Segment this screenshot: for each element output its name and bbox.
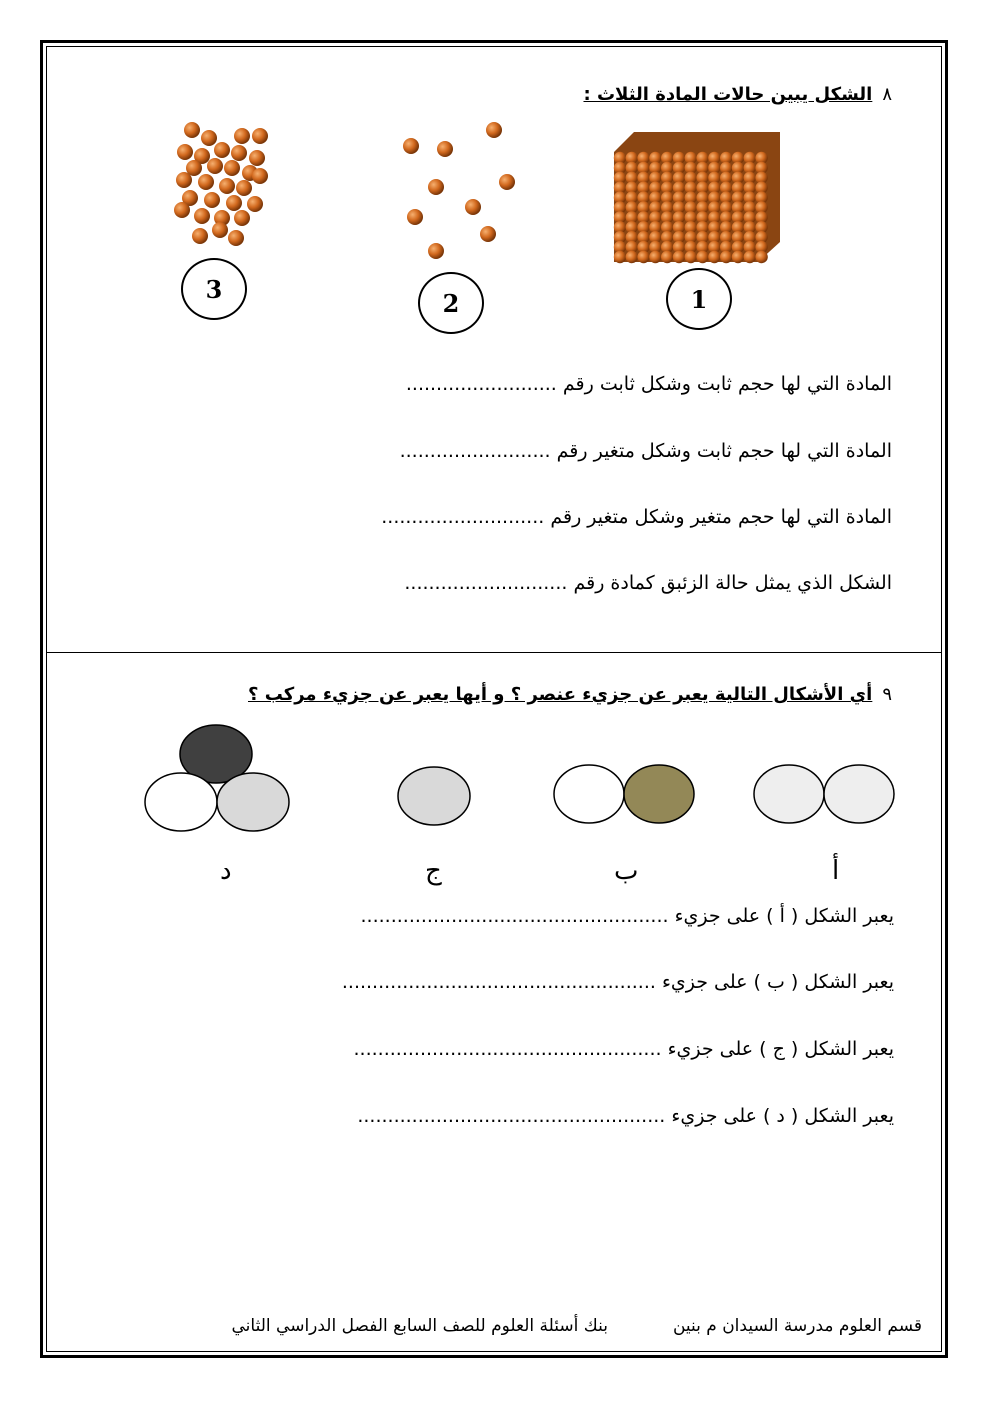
liquid-particle — [228, 230, 244, 246]
footer-department: قسم العلوم مدرسة السيدان م بنين — [672, 1316, 922, 1336]
gas-particle — [428, 243, 444, 259]
solid-particle — [720, 251, 732, 263]
q9-heading — [248, 684, 892, 705]
liquid-particle — [214, 142, 230, 158]
q8-heading — [583, 84, 892, 105]
liquid-particle — [236, 180, 252, 196]
solid-particle — [649, 251, 661, 263]
molecule-b-atom-left — [554, 765, 624, 823]
molecule-c — [397, 764, 477, 828]
q8-line-4-text: الشكل الذي يمثل حالة الزئبق كمادة رقم — [573, 572, 892, 594]
q9-line-2-blank[interactable]: .................................................... — [341, 971, 656, 993]
solid-particle — [708, 251, 720, 263]
q8-line-3-blank[interactable]: ........................... — [381, 506, 545, 528]
liquid-particle — [192, 228, 208, 244]
liquid-particle — [247, 196, 263, 212]
q9-line-2-text: يعبر الشكل ( ب ) على جزيء — [661, 971, 894, 993]
solid-particle — [685, 251, 697, 263]
liquid-particle — [252, 168, 268, 184]
q9-line-4-text: يعبر الشكل ( د ) على جزيء — [671, 1105, 894, 1127]
solid-particles-image — [612, 130, 782, 265]
gas-particle — [403, 138, 419, 154]
q9-line-3-text: يعبر الشكل ( ج ) على جزيء — [667, 1038, 894, 1060]
solid-particle — [755, 251, 767, 263]
q8-line-1-blank[interactable]: ......................... — [405, 373, 557, 395]
liquid-particle — [224, 160, 240, 176]
liquid-particle — [234, 210, 250, 226]
section-divider — [46, 652, 942, 653]
q9-line-3 — [354, 1038, 894, 1060]
q8-line-1-text: المادة التي لها حجم ثابت وشكل ثابت رقم — [562, 373, 892, 395]
q8-line-4 — [404, 572, 892, 594]
molecule-d-atom-right — [217, 773, 289, 831]
gas-particle — [407, 209, 423, 225]
q8-line-2-blank[interactable]: ......................... — [399, 440, 551, 462]
molecule-letter-c: ج — [425, 856, 442, 886]
q8-number: ٨ — [882, 84, 892, 105]
q9-title: أي الأشكال التالية يعبر عن جزيء عنصر ؟ و أيها يعبر عن جزيء مركب ؟ — [248, 684, 873, 705]
molecule-b — [552, 762, 702, 826]
liquid-particle — [219, 178, 235, 194]
liquid-particle — [204, 192, 220, 208]
liquid-particle — [177, 144, 193, 160]
q9-line-1 — [361, 905, 895, 927]
q9-line-1-text: يعبر الشكل ( أ ) على جزيء — [674, 905, 894, 927]
liquid-particle — [194, 208, 210, 224]
solid-particle — [661, 251, 673, 263]
liquid-particle — [207, 158, 223, 174]
solid-particle — [696, 251, 708, 263]
liquid-particle — [212, 222, 228, 238]
liquid-particle — [234, 128, 250, 144]
q8-line-4-blank[interactable]: ........................... — [404, 572, 568, 594]
molecule-b-atom-right — [624, 765, 694, 823]
state-label-1: 1 — [666, 268, 732, 330]
state-label-2: 2 — [418, 272, 484, 334]
solid-particle — [626, 251, 638, 263]
q8-line-1 — [406, 373, 892, 395]
gas-particle — [465, 199, 481, 215]
molecule-a — [752, 762, 902, 826]
gas-particle — [428, 179, 444, 195]
q9-line-2 — [342, 971, 894, 993]
q9-line-3-blank[interactable]: ................................................... — [353, 1038, 662, 1060]
gas-particle — [499, 174, 515, 190]
gas-particle — [480, 226, 496, 242]
molecule-letter-b: ب — [614, 856, 639, 886]
molecule-d — [144, 724, 294, 834]
q9-line-4-blank[interactable]: ................................................... — [357, 1105, 666, 1127]
solid-particle — [732, 251, 744, 263]
liquid-particle — [176, 172, 192, 188]
liquid-particle — [201, 130, 217, 146]
molecule-c-atom — [398, 767, 470, 825]
solid-particle — [614, 251, 626, 263]
state-label-3: 3 — [181, 258, 247, 320]
solid-particle — [673, 251, 685, 263]
q9-line-1-blank[interactable]: ................................................... — [360, 905, 669, 927]
q8-title: الشكل يبين حالات المادة الثلاث : — [583, 84, 873, 105]
solid-particle — [637, 251, 649, 263]
liquid-particle — [249, 150, 265, 166]
molecule-letter-a: أ — [832, 856, 840, 886]
liquid-particle — [174, 202, 190, 218]
liquid-particles-image — [172, 118, 272, 248]
q9-number: ٩ — [882, 684, 892, 705]
gas-particles-image — [398, 118, 518, 258]
liquid-particle — [226, 195, 242, 211]
q8-line-2-text: المادة التي لها حجم ثابت وشكل متغير رقم — [556, 440, 892, 462]
molecule-d-atom-left — [145, 773, 217, 831]
q8-line-3 — [381, 506, 892, 528]
molecule-a-atom-left — [754, 765, 824, 823]
molecule-a-atom-right — [824, 765, 894, 823]
liquid-particle — [252, 128, 268, 144]
liquid-particle — [184, 122, 200, 138]
liquid-particle — [198, 174, 214, 190]
q8-line-2 — [400, 440, 892, 462]
solid-particle — [744, 251, 756, 263]
q9-line-4 — [357, 1105, 894, 1127]
footer-question-bank: بنك أسئلة العلوم للصف السابع الفصل الدراسي الثاني — [231, 1316, 608, 1336]
q8-line-3-text: المادة التي لها حجم متغير وشكل متغير رقم — [550, 506, 892, 528]
liquid-particle — [231, 145, 247, 161]
molecule-letter-d: د — [220, 856, 232, 886]
gas-particle — [486, 122, 502, 138]
gas-particle — [437, 141, 453, 157]
